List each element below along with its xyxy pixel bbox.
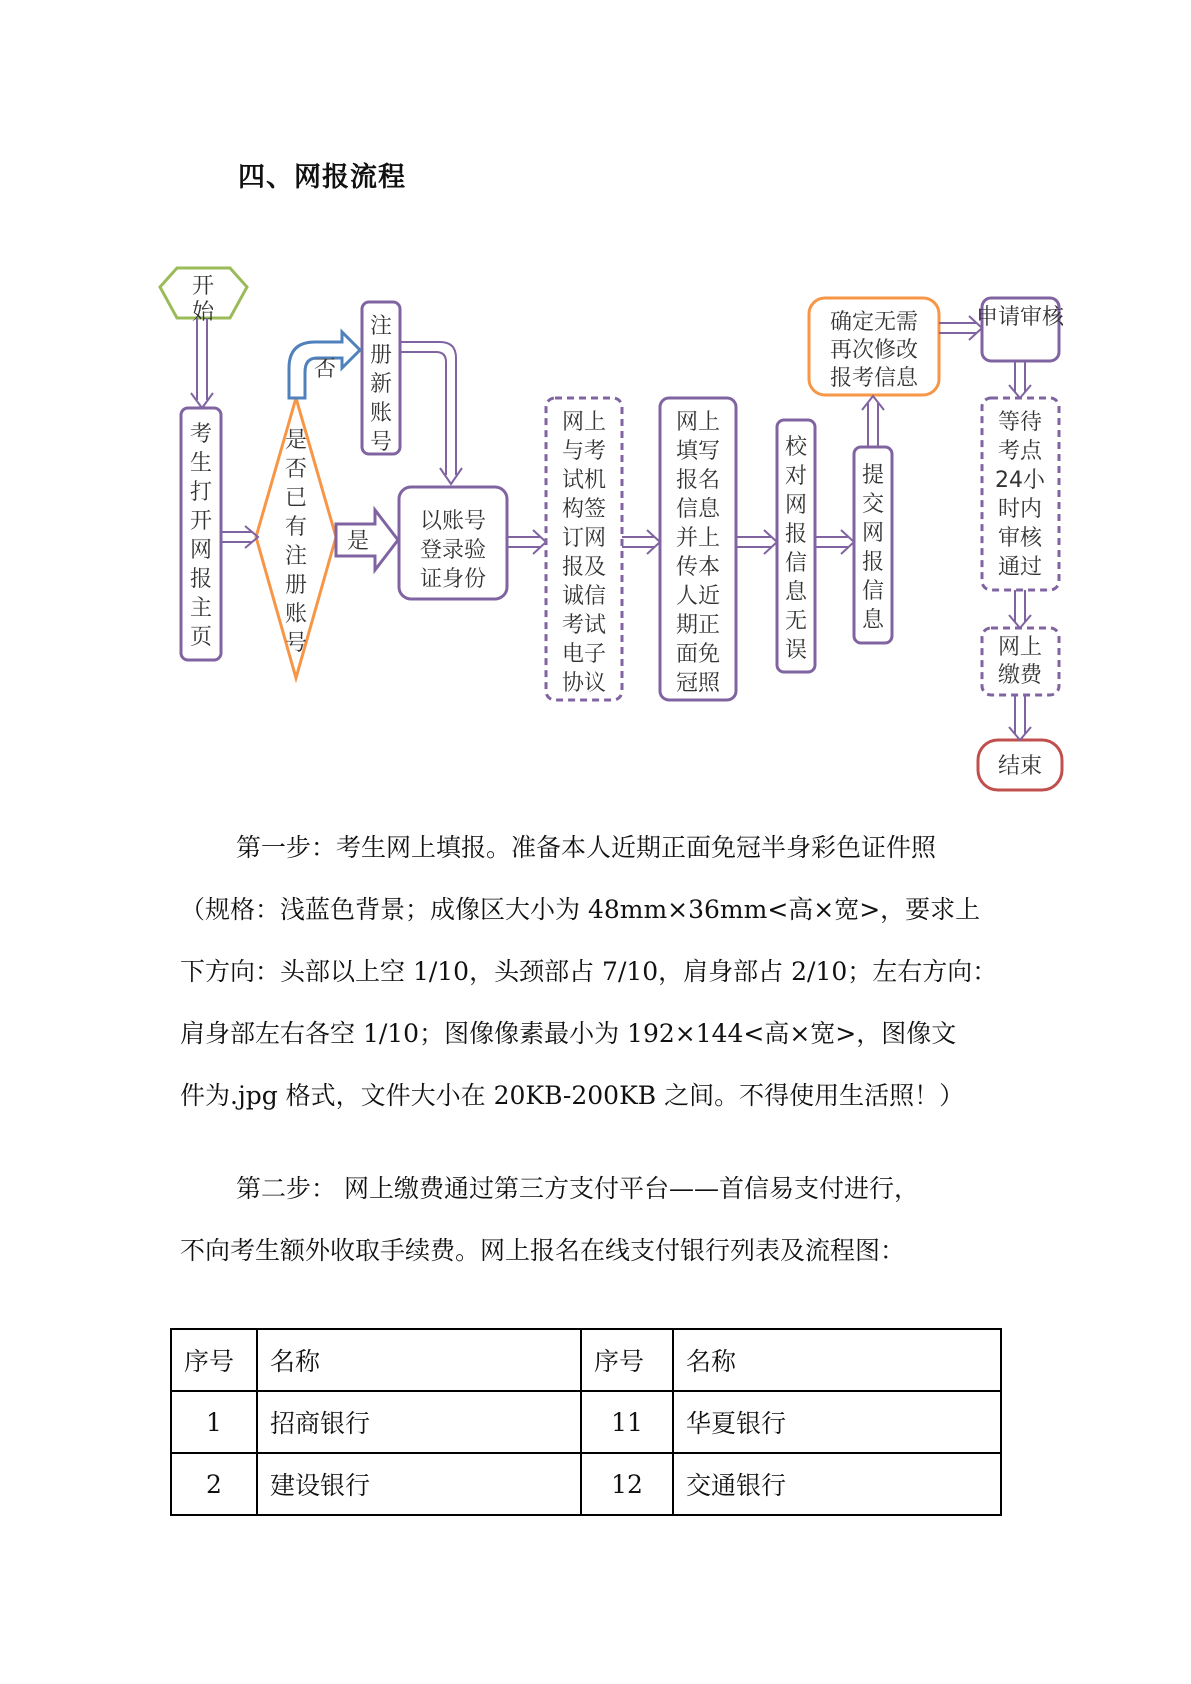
label-segment: 审核 bbox=[997, 526, 1043, 551]
label-segment: 报及 bbox=[561, 555, 607, 580]
label-segment: 息 bbox=[861, 608, 885, 633]
apply-review-label bbox=[976, 305, 1065, 330]
label-segment: 校 bbox=[784, 435, 808, 460]
label-segment: 册 bbox=[369, 343, 393, 368]
label-segment: 考 bbox=[189, 422, 213, 447]
label-segment: 是 bbox=[284, 428, 308, 453]
table-row bbox=[171, 1453, 1001, 1515]
label-segment: 报 bbox=[189, 567, 213, 592]
table-cell: 12 bbox=[581, 1453, 673, 1515]
apply-review-node bbox=[976, 298, 1065, 361]
label-segment: 号 bbox=[284, 631, 308, 656]
confirm-label bbox=[830, 310, 919, 391]
submit-node bbox=[854, 447, 892, 643]
label-segment: 有 bbox=[284, 515, 308, 540]
step2-line-1-text: 第二步： 网上缴费通过第三方支付平台——首信易支付进行， bbox=[236, 1174, 919, 1203]
label-segment: 考试 bbox=[561, 613, 607, 638]
start-node bbox=[160, 268, 247, 325]
label-segment: 构签 bbox=[561, 497, 607, 522]
step1-line-5: 件为.jpg 格式，文件大小在 20KB-200KB 之间。不得使用生活照！） bbox=[180, 1081, 965, 1110]
bank-table bbox=[170, 1328, 1002, 1516]
label-segment: 提 bbox=[861, 463, 885, 488]
label-segment: 以账号 bbox=[419, 509, 487, 534]
label-segment: 确定无需 bbox=[829, 310, 919, 335]
label-segment: 页 bbox=[189, 625, 213, 650]
label-segment: 网 bbox=[784, 493, 808, 518]
step2-line-1 bbox=[180, 1158, 1020, 1220]
end-label: 结束 bbox=[997, 754, 1043, 779]
label-segment: 交 bbox=[861, 492, 885, 517]
label-segment: 并上 bbox=[675, 526, 721, 551]
table-cell: 11 bbox=[581, 1391, 673, 1453]
no-label: 否 bbox=[313, 357, 337, 382]
decision-node bbox=[256, 398, 336, 678]
label-segment: 订网 bbox=[561, 526, 607, 551]
label-segment: 证身份 bbox=[419, 567, 487, 592]
table-cell: 建设银行 bbox=[257, 1453, 581, 1515]
label-segment: 报 bbox=[861, 550, 885, 575]
step2-line-2: 不向考生额外收取手续费。网上报名在线支付银行列表及流程图： bbox=[180, 1236, 906, 1265]
label-segment: 号 bbox=[369, 430, 393, 455]
label-segment: 已 bbox=[284, 486, 308, 511]
label-segment: 期正 bbox=[675, 613, 721, 638]
label-segment: 电子 bbox=[561, 642, 607, 667]
label-segment: 新 bbox=[369, 372, 393, 397]
label-segment: 网上 bbox=[561, 410, 607, 435]
label-segment: 网 bbox=[189, 538, 213, 563]
wait-node bbox=[982, 398, 1059, 590]
label-segment: 账 bbox=[369, 401, 393, 426]
label-segment: 缴费 bbox=[997, 663, 1043, 688]
step1-line-1 bbox=[180, 817, 1020, 879]
label-segment: 试机 bbox=[561, 468, 607, 493]
label-segment: 面免 bbox=[675, 642, 721, 667]
register-node bbox=[362, 302, 400, 455]
label-segment: 通过 bbox=[997, 555, 1043, 580]
label-segment: 无 bbox=[784, 609, 808, 634]
label-segment: 时内 bbox=[997, 497, 1043, 522]
label-segment: 再次修改 bbox=[829, 338, 919, 363]
login-label bbox=[420, 509, 486, 592]
register-label bbox=[370, 314, 392, 455]
label-segment: 册 bbox=[284, 573, 308, 598]
label-segment: 等待 bbox=[997, 410, 1043, 435]
label-segment: 网上 bbox=[997, 635, 1043, 660]
open-homepage-node bbox=[181, 408, 221, 660]
yes-label: 是 bbox=[346, 529, 370, 554]
step1-line-1-text: 第一步：考生网上填报。准备本人近期正面免冠半身彩色证件照 bbox=[236, 833, 937, 862]
label-segment: 与考 bbox=[561, 439, 607, 464]
label-segment: 报名 bbox=[675, 468, 721, 493]
table-cell: 华夏银行 bbox=[673, 1391, 1001, 1453]
pay-node bbox=[982, 628, 1059, 695]
label-segment: 登录验 bbox=[419, 538, 487, 563]
label-segment: 信 bbox=[861, 579, 885, 604]
step1-paragraph bbox=[180, 817, 1020, 1127]
label-segment: 否 bbox=[284, 457, 308, 482]
label-segment: 网上 bbox=[675, 410, 721, 435]
header-name-1: 名称 bbox=[257, 1329, 581, 1391]
label-segment: 信息 bbox=[675, 497, 721, 522]
table-cell: 交通银行 bbox=[673, 1453, 1001, 1515]
label-segment: 打 bbox=[189, 480, 213, 505]
label-segment: 24小 bbox=[995, 468, 1045, 493]
login-node bbox=[399, 487, 507, 599]
registration-flowchart bbox=[0, 0, 1191, 800]
step1-line-4: 肩身部左右各空 1/10；图像像素最小为 192×144<高×宽>，图像文 bbox=[180, 1019, 957, 1048]
table-cell: 招商银行 bbox=[257, 1391, 581, 1453]
label-segment: 传本 bbox=[675, 555, 721, 580]
confirm-node bbox=[809, 298, 939, 395]
label-segment: 始 bbox=[191, 300, 215, 325]
label-segment: 注 bbox=[284, 544, 308, 569]
start-label bbox=[192, 274, 215, 325]
label-segment: 诚信 bbox=[561, 584, 607, 609]
label-segment: 申请审核 bbox=[975, 305, 1065, 330]
label-segment: 协议 bbox=[561, 671, 607, 696]
label-segment: 人近 bbox=[675, 584, 721, 609]
end-node bbox=[978, 740, 1062, 790]
label-segment: 网 bbox=[861, 521, 885, 546]
table-header-row bbox=[171, 1329, 1001, 1391]
section-heading: 四、网报流程 bbox=[238, 162, 406, 193]
label-segment: 考点 bbox=[997, 439, 1043, 464]
label-segment: 开 bbox=[189, 509, 213, 534]
label-segment: 冠照 bbox=[675, 671, 721, 696]
no-arrow bbox=[289, 332, 360, 398]
table-cell: 1 bbox=[171, 1391, 257, 1453]
label-segment: 信 bbox=[784, 551, 808, 576]
header-index-2: 序号 bbox=[581, 1329, 673, 1391]
sign-agreement-node bbox=[546, 398, 622, 700]
label-segment: 填写 bbox=[675, 439, 721, 464]
table-cell: 2 bbox=[171, 1453, 257, 1515]
verify-node bbox=[777, 420, 815, 672]
label-segment: 生 bbox=[189, 451, 213, 476]
table-row bbox=[171, 1391, 1001, 1453]
step1-line-2: （规格：浅蓝色背景；成像区大小为 48mm×36mm<高×宽>，要求上 bbox=[180, 895, 981, 924]
label-segment: 开 bbox=[191, 274, 215, 299]
step1-line-3: 下方向：头部以上空 1/10，头颈部占 7/10，肩身部占 2/10；左右方向： bbox=[180, 957, 998, 986]
step2-paragraph bbox=[180, 1158, 1020, 1282]
label-segment: 注 bbox=[369, 314, 393, 339]
label-segment: 账 bbox=[284, 602, 308, 627]
yes-arrow bbox=[336, 510, 398, 570]
label-segment: 报 bbox=[784, 522, 808, 547]
header-name-2: 名称 bbox=[673, 1329, 1001, 1391]
label-segment: 对 bbox=[784, 464, 808, 489]
label-segment: 主 bbox=[189, 596, 213, 621]
label-segment: 息 bbox=[784, 580, 808, 605]
label-segment: 误 bbox=[784, 638, 808, 663]
label-segment: 报考信息 bbox=[829, 366, 919, 391]
header-index-1: 序号 bbox=[171, 1329, 257, 1391]
fill-info-node bbox=[660, 398, 736, 700]
